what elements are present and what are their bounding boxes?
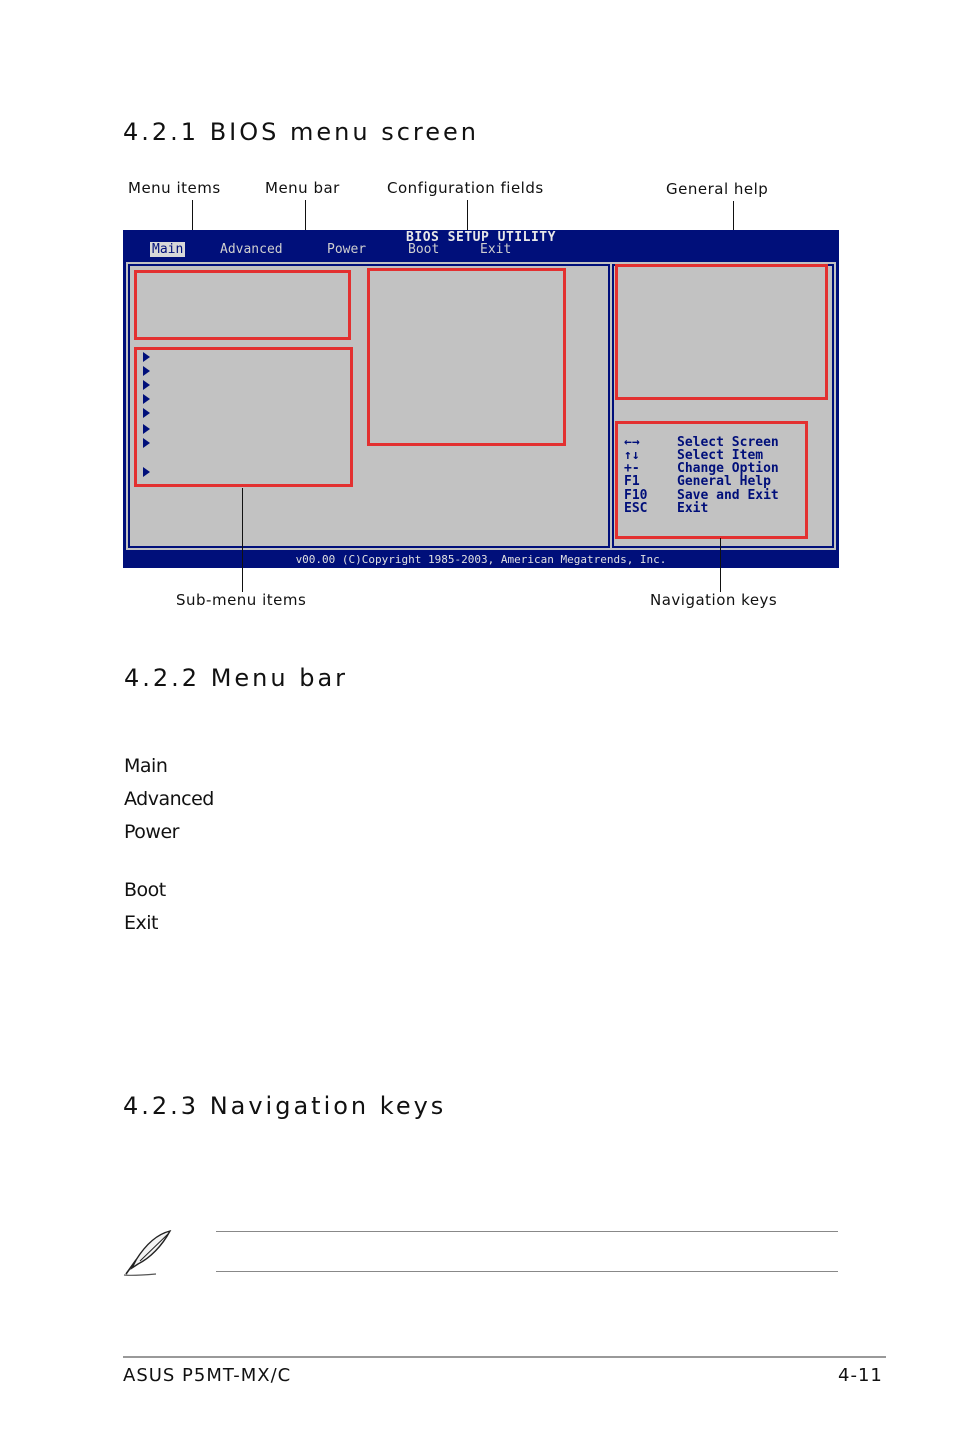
feather-pen-icon <box>122 1228 174 1278</box>
bios-menu-advanced: Advanced <box>220 242 283 257</box>
nav-key-action: General Help <box>677 474 771 489</box>
highlight-general-help <box>615 264 828 400</box>
sub-menu-arrow-icon <box>143 424 150 434</box>
footer-rule <box>123 1356 886 1358</box>
menu-term-power: Power <box>124 821 179 843</box>
callout-menu-items: Menu items <box>128 179 221 197</box>
menu-term-main: Main <box>124 755 168 777</box>
nav-key-action: Select Screen <box>677 435 779 450</box>
callout-menu-bar: Menu bar <box>265 179 340 197</box>
menu-term-boot: Boot <box>124 879 166 901</box>
footer-product-name: ASUS P5MT-MX/C <box>123 1365 292 1386</box>
section-heading-menu-bar: 4.2.2 Menu bar <box>124 664 349 692</box>
nav-key-code: ESC <box>624 501 648 516</box>
callout-configuration-fields: Configuration fields <box>387 179 544 197</box>
nav-key-code: +- <box>624 461 640 476</box>
nav-key-action: Select Item <box>677 448 764 463</box>
menu-term-exit: Exit <box>124 912 158 934</box>
nav-key-action: Change Option <box>677 461 779 476</box>
highlight-sub-menu-items <box>134 347 353 487</box>
menu-term-advanced: Advanced <box>124 788 214 810</box>
highlight-menu-items <box>134 270 351 340</box>
nav-key-action: Exit <box>677 501 709 516</box>
callout-navigation-keys: Navigation keys <box>650 591 778 609</box>
nav-key-code: F1 <box>624 474 640 489</box>
sub-menu-arrow-icon <box>143 394 150 404</box>
sub-menu-arrow-icon <box>143 438 150 448</box>
nav-key-code: F10 <box>624 488 648 503</box>
sub-menu-arrow-icon <box>143 380 150 390</box>
nav-key-code: ↑↓ <box>624 448 640 463</box>
bios-menu-main: Main <box>152 242 184 257</box>
sub-menu-arrow-icon <box>143 408 150 418</box>
sub-menu-arrow-icon <box>143 352 150 362</box>
highlight-configuration-fields <box>367 268 566 446</box>
pointer-menu-bar <box>305 200 306 232</box>
note-top-rule <box>216 1231 838 1232</box>
note-bottom-rule <box>216 1271 838 1272</box>
bios-menu-boot: Boot <box>408 242 440 257</box>
nav-key-code: ←→ <box>624 435 640 450</box>
callout-sub-menu-items: Sub-menu items <box>176 591 307 609</box>
nav-key-action: Save and Exit <box>677 488 779 503</box>
footer-page-number: 4-11 <box>838 1365 883 1386</box>
bios-screenshot <box>123 230 839 568</box>
sub-menu-arrow-icon <box>143 366 150 376</box>
bios-menu-exit: Exit <box>480 242 512 257</box>
sub-menu-arrow-icon <box>143 467 150 477</box>
bios-menu-power: Power <box>327 242 367 257</box>
pointer-sub-menu-items <box>242 488 243 592</box>
section-heading-navigation-keys: 4.2.3 Navigation keys <box>123 1092 447 1120</box>
bios-copyright-footer: v00.00 (C)Copyright 1985-2003, American Megatrends, Inc. <box>295 553 667 566</box>
section-heading-bios-menu-screen: 4.2.1 BIOS menu screen <box>123 118 479 146</box>
callout-general-help: General help <box>666 180 769 198</box>
bios-title: BIOS SETUP UTILITY <box>406 230 556 245</box>
pointer-navigation-keys <box>720 538 721 592</box>
